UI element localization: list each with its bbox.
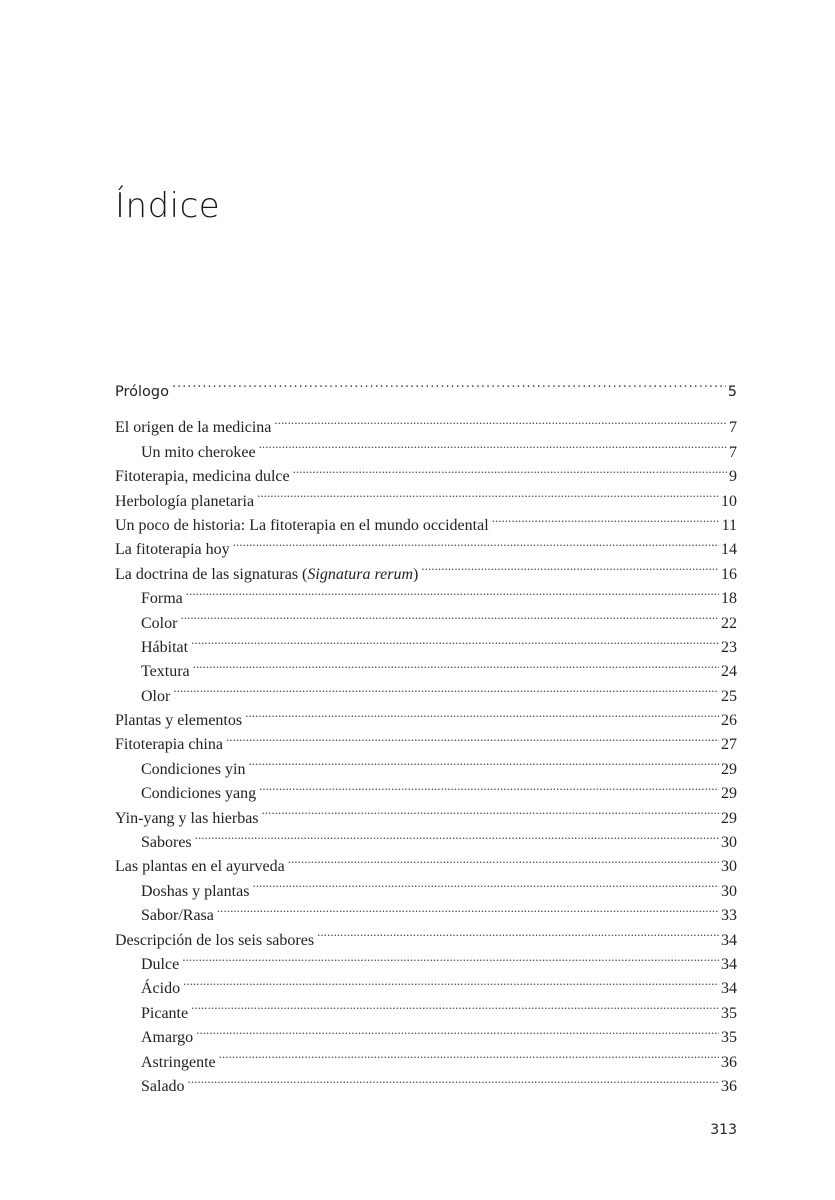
- toc-entry-title: El origen de la medicina: [115, 419, 272, 437]
- toc-entry-title: Prólogo: [115, 384, 169, 400]
- toc-entry-page: 25: [721, 687, 737, 705]
- toc-entry-title: Amargo: [141, 1029, 194, 1047]
- toc-entry-title: Astringente: [141, 1053, 216, 1071]
- toc-entry-title: Picante: [141, 1004, 189, 1022]
- toc-entry-amargo[interactable]: [115, 1026, 737, 1050]
- toc-entry-title: Dulce: [141, 955, 180, 973]
- toc-entry-title: [115, 563, 418, 587]
- toc-entry-title: Hábitat: [141, 638, 189, 656]
- toc-entry-page: 33: [721, 907, 737, 925]
- toc-entry-forma[interactable]: [115, 587, 737, 611]
- toc-entry-page: 24: [721, 663, 737, 681]
- toc-entry-page: 35: [721, 1004, 737, 1022]
- toc-entry-sabores[interactable]: [115, 831, 737, 855]
- toc-entry-title: Plantas y elementos: [115, 712, 243, 730]
- toc-entry-origen-medicina[interactable]: [115, 416, 737, 440]
- toc-entry-title: Descripción de los seis sabores: [115, 931, 315, 949]
- toc-entry-page: 36: [721, 1053, 737, 1071]
- dot-leader: [257, 490, 719, 506]
- toc-entry-title-part: ): [413, 565, 419, 583]
- toc-entry-acido[interactable]: [115, 977, 737, 1001]
- toc-entry-page: 29: [721, 809, 737, 827]
- toc-entry-title: Las plantas en el ayurveda: [115, 858, 285, 876]
- toc-entry-title-italic: Signatura rerum: [307, 565, 414, 583]
- toc-entry-habitat[interactable]: [115, 636, 737, 660]
- toc-entry-title: Condiciones yin: [141, 760, 246, 778]
- dot-leader: [293, 465, 727, 481]
- toc-entry-yin-yang-hierbas[interactable]: [115, 807, 737, 831]
- dot-leader: [248, 758, 719, 774]
- toc-entry-title-part: La doctrina de las signaturas (: [115, 565, 308, 583]
- toc-entry-plantas-ayurveda[interactable]: [115, 855, 737, 879]
- table-of-contents: [115, 380, 737, 1099]
- toc-entry-page: 7: [729, 419, 737, 437]
- dot-leader: [259, 441, 727, 457]
- toc-entry-doshas-plantas[interactable]: [115, 880, 737, 904]
- toc-entry-poco-de-historia[interactable]: [115, 514, 737, 538]
- dot-leader: [182, 953, 719, 969]
- dot-leader: [288, 855, 719, 871]
- dot-leader: [317, 929, 719, 945]
- dot-leader: [193, 660, 719, 676]
- toc-entry-title: Salado: [141, 1077, 185, 1095]
- toc-entry-title: Fitoterapia, medicina dulce: [115, 468, 290, 486]
- toc-entry-olor[interactable]: [115, 685, 737, 709]
- dot-leader: [186, 587, 719, 603]
- toc-entry-title: Olor: [141, 687, 171, 705]
- toc-entry-picante[interactable]: [115, 1002, 737, 1026]
- toc-entry-page: 34: [721, 931, 737, 949]
- toc-entry-page: 35: [721, 1029, 737, 1047]
- toc-entry-title: Herbología planetaria: [115, 492, 255, 510]
- dot-leader: [262, 807, 719, 823]
- toc-entry-title: Doshas y plantas: [141, 882, 250, 900]
- toc-entry-textura[interactable]: [115, 660, 737, 684]
- toc-entry-page: 34: [721, 955, 737, 973]
- toc-entry-page: 30: [721, 858, 737, 876]
- dot-leader: [421, 563, 719, 579]
- toc-entry-title: Ácido: [141, 980, 181, 998]
- toc-entry-page: 11: [721, 516, 737, 534]
- toc-entry-page: 29: [721, 785, 737, 803]
- toc-entry-title: Un poco de historia: La fitoterapia en el mundo occidental: [115, 516, 489, 534]
- dot-leader: [188, 1075, 719, 1091]
- toc-entry-page: 9: [729, 468, 737, 486]
- toc-entry-fitoterapia-hoy[interactable]: [115, 538, 737, 562]
- toc-entry-color[interactable]: [115, 612, 737, 636]
- dot-leader: [191, 1002, 719, 1018]
- dot-leader: [183, 977, 719, 993]
- dot-leader: [191, 636, 719, 652]
- dot-leader: [233, 538, 719, 554]
- toc-entry-page: 27: [721, 736, 737, 754]
- toc-entry-page: 16: [721, 565, 737, 583]
- dot-leader: [274, 416, 727, 432]
- toc-entry-title: Color: [141, 614, 178, 632]
- toc-entry-plantas-elementos[interactable]: [115, 709, 737, 733]
- toc-entry-condiciones-yin[interactable]: [115, 758, 737, 782]
- toc-entry-page: 26: [721, 712, 737, 730]
- toc-entry-page: 18: [721, 590, 737, 608]
- dot-leader: [259, 782, 719, 798]
- toc-entry-page: 29: [721, 760, 737, 778]
- toc-entry-condiciones-yang[interactable]: [115, 782, 737, 806]
- toc-entry-page: 22: [721, 614, 737, 632]
- toc-entry-doctrina-signaturas[interactable]: [115, 563, 737, 587]
- toc-entry-page: 7: [729, 443, 737, 461]
- toc-entry-salado[interactable]: [115, 1075, 737, 1099]
- toc-entry-page: 23: [721, 638, 737, 656]
- dot-leader: [492, 514, 720, 530]
- toc-entry-sabor-rasa[interactable]: [115, 904, 737, 928]
- page-title: Índice: [115, 186, 221, 226]
- toc-entry-title: Condiciones yang: [141, 785, 257, 803]
- toc-entry-mito-cherokee[interactable]: [115, 441, 737, 465]
- dot-leader: [219, 1051, 719, 1067]
- toc-entry-title: Textura: [141, 663, 190, 681]
- toc-entry-fitoterapia-china[interactable]: [115, 733, 737, 757]
- toc-entry-herbologia-planetaria[interactable]: [115, 490, 737, 514]
- page-number: 313: [710, 1122, 737, 1138]
- dot-leader: [196, 1026, 719, 1042]
- toc-entry-seis-sabores[interactable]: [115, 929, 737, 953]
- dot-leader: [226, 733, 719, 749]
- toc-entry-title: Un mito cherokee: [141, 443, 256, 461]
- toc-entry-page: 36: [721, 1077, 737, 1095]
- dot-leader: [173, 685, 719, 701]
- toc-entry-title: Sabores: [141, 834, 192, 852]
- toc-entry-title: La fitoterapia hoy: [115, 541, 230, 559]
- toc-entry-page: 14: [721, 541, 737, 559]
- toc-entry-page: 34: [721, 980, 737, 998]
- toc-entry-title: Forma: [141, 590, 183, 608]
- dot-leader: [195, 831, 719, 847]
- toc-entry-dulce[interactable]: [115, 953, 737, 977]
- toc-entry-prologo[interactable]: [115, 380, 737, 404]
- toc-entry-page: 5: [727, 384, 737, 400]
- toc-entry-title: Fitoterapia china: [115, 736, 223, 754]
- toc-entry-title: Yin-yang y las hierbas: [115, 809, 259, 827]
- toc-entry-fitoterapia-medicina-dulce[interactable]: [115, 465, 737, 489]
- toc-entry-astringente[interactable]: [115, 1051, 737, 1075]
- dot-leader: [217, 904, 719, 920]
- dot-leader: [180, 612, 719, 628]
- dot-leader: [245, 709, 719, 725]
- dot-leader: [252, 880, 719, 896]
- toc-entry-page: 30: [721, 882, 737, 900]
- toc-entry-page: 10: [721, 492, 737, 510]
- dot-leader: [172, 382, 726, 397]
- toc-entry-page: 30: [721, 834, 737, 852]
- toc-entry-title: Sabor/Rasa: [141, 907, 214, 925]
